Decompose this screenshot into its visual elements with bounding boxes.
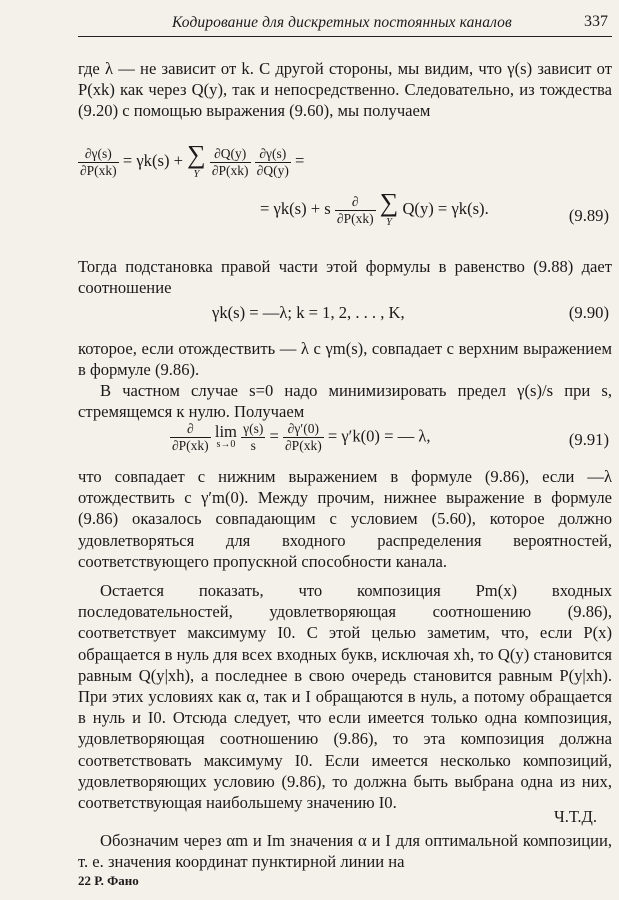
paragraph-3: которое, если отождествить — λ с γm(s), совпадает с верхним выражением в формуле (9.86). [78, 339, 612, 380]
paragraph-4: В частном случае s=0 надо минимизировать предел γ(s)/s при s, стремящемся к нулю. Получаем [78, 381, 612, 422]
equation-9-91: $\frac{\partial}{\partial P(xk)}$ lim s→0 $\frac{\gamma(s)}{s}$ = $\frac{\partial\gamma'(0)}{\partial P(xk)}$ = γ′k(0) = — λ, [172, 421, 431, 453]
running-header [78, 10, 612, 37]
equation-9-89-line1: $\frac{\partial\gamma(s)}{\partial P(xk)}$ = γk(s) + ∑ Y $\frac{\partial Q(y)}{\partial P(xk)}$ $\frac{\partial\gamma(s)}{\partial Q(y)}$ = [80, 140, 305, 180]
sum-symbol: ∑ Y [379, 188, 399, 228]
equation-number-9-90: (9.90) [568, 303, 609, 322]
fraction: $\frac{\gamma(s)}{s}$ [243, 421, 264, 453]
qed-mark: Ч.Т.Д. [553, 807, 597, 826]
paragraph-1: где λ — не зависит от k. С другой стороны, мы видим, что γ(s) зависит от P(xk) как через Q(y), так и непосредственно. Следовательно, из тождества (9.20) с помощью выражения (9.60), мы получаем [78, 59, 612, 121]
page-number: 337 [584, 13, 608, 30]
fraction: $\frac{\partial\gamma(s)}{\partial Q(y)}$ [256, 145, 289, 178]
paragraph-6: Остается показать, что композиция Pm(x) входных последовательностей, удовлетворяющая соотношению (9.86), соответствует максимуму I0. С этой целью заметим, что, если P(x) обращается в нуль для всех входных букв, исключая xh, то Q(y) становится равным Q(y|xh), а последнее в свою очередь становится равным P(y|xh). При этих условиях как α, так и I обращаются в нуль, а потому обращается в нуль и I0. Отсюда следует, что если имеется только одна композиция, удовлетворяющая соотношению (9.86), то эта композиция должна соответствовать максимуму I0. Если имеется несколько композиций, удовлетворяющих условию (9.86), то должна быть выбрана одна из них, соответствующая наибольшему значению I0. [78, 581, 612, 813]
fraction: $\frac{\partial\gamma'(0)}{\partial P(xk)}$ [285, 421, 322, 453]
equation-number-9-91: (9.91) [568, 430, 609, 449]
equation-number-9-89: (9.89) [568, 206, 609, 225]
limit-operator: lim s→0 [214, 421, 237, 450]
paragraph-5: что совпадает с нижним выражением в формуле (9.86), если —λ отождествить с γ′m(0). Между прочим, нижнее выражение в формуле (9.86) оказалось совпадающим с условием (5.60), которое должно удовлетворяться для входного распределения вероятностей, соответствующего пропускной способности канала. [78, 467, 612, 571]
equation-9-89-line2: = γk(s) + s $\frac{\partial}{\partial P(xk)}$ ∑ Y Q(y) = γk(s). [260, 188, 489, 228]
paragraph-2: Тогда подстановка правой части этой формулы в равенство (9.88) дает соотношение [78, 257, 612, 298]
fraction: $\frac{\partial}{\partial P(xk)}$ [172, 421, 209, 453]
signature-footer: 22 Р. Фано [78, 873, 139, 888]
equation-9-90: γk(s) = —λ; k = 1, 2, . . . , K, [212, 303, 405, 322]
sum-symbol: ∑ Y [187, 140, 206, 180]
fraction: $\frac{\partial\gamma(s)}{\partial P(xk)}$ [80, 145, 117, 178]
header-title: Кодирование для дискретных постоянных каналов [172, 14, 512, 31]
fraction: $\frac{\partial Q(y)}{\partial P(xk)}$ [211, 145, 249, 178]
fraction: $\frac{\partial}{\partial P(xk)}$ [336, 193, 374, 226]
paragraph-7: Обозначим через αm и Im значения α и I для оптимальной композиции, т. е. значения координат пунктирной линии на [78, 831, 612, 872]
